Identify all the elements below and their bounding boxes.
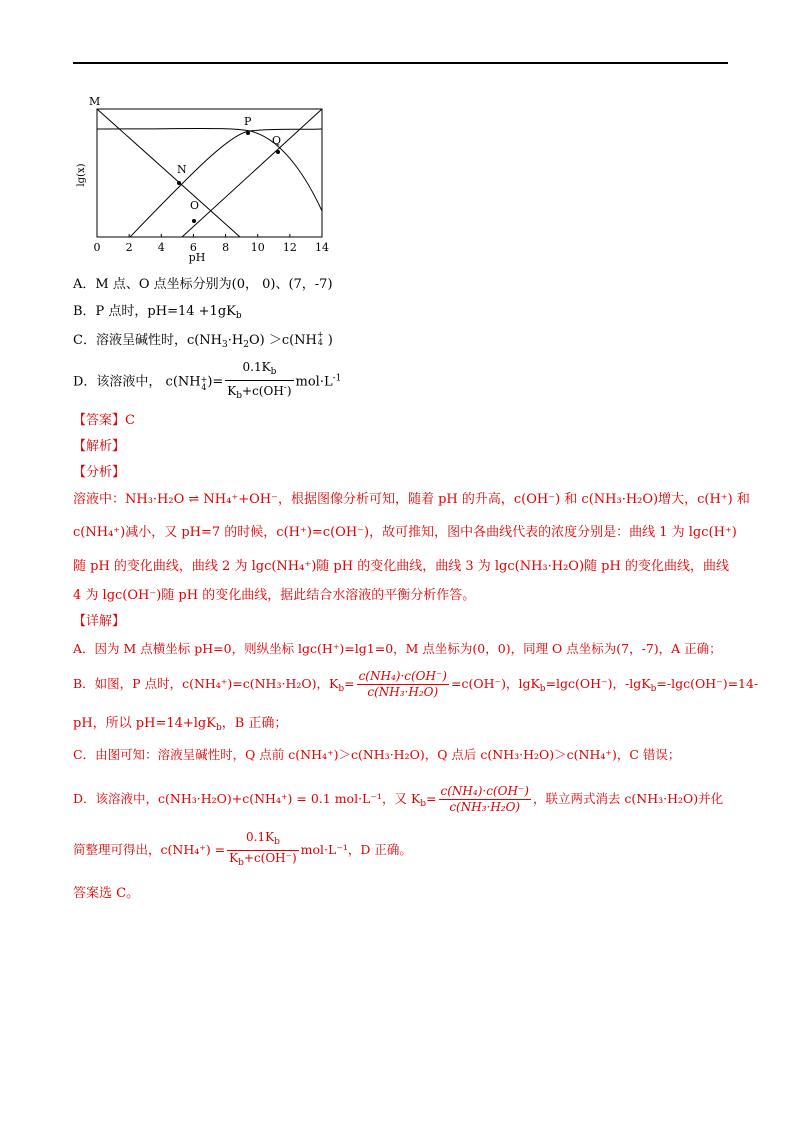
top-rule <box>73 62 728 64</box>
x-tick-label: 0 <box>93 241 101 254</box>
x-tick-label: 4 <box>157 241 165 254</box>
point-p-label: P <box>244 115 252 128</box>
detail-b-line2: pH，所以 pH=14+lgK$_b$，B 正确； <box>73 716 288 733</box>
detail-d2-fraction: $\frac{0.1K_b}{K_b+c(OH^-)}$ <box>229 830 297 868</box>
point-m-label: M <box>89 95 101 108</box>
analysis-line-1: 溶液中：NH₃·H₂O ⇌ NH₄⁺+OH⁻，根据图像分析可知，随着 pH 的升高，c(OH⁻) 和 c(NH₃·H₂O)增大，c(H⁺) 和 <box>73 492 750 507</box>
x-tick-label: 2 <box>125 241 133 254</box>
analysis-line-4: 4 为 lgc(OH⁻)随 pH 的变化曲线，据此结合水溶液的平衡分析作答。 <box>73 588 476 603</box>
xiangjie-heading: 【详解】 <box>73 614 126 629</box>
detail-b-fraction: $\frac{\text{c(NH₄)·c(OH⁻)}}{\text{c(NH₃·H₂O)}}$ <box>358 669 447 699</box>
x-tick-label: 10 <box>250 241 265 254</box>
option-d-fraction: $\frac{0.1K_b}{K_b+c(OH^-)}$ <box>227 360 292 401</box>
detail-d-fraction: $\frac{\text{c(NH₄)·c(OH⁻)}}{\text{c(NH₃·H₂O)}}$ <box>440 784 529 814</box>
point-o-label: O <box>190 199 200 212</box>
option-b: B．P 点时，$pH=14 +1gK_b$ <box>73 304 242 321</box>
curve-2-lgc-nh4 <box>97 129 322 212</box>
point-o-marker <box>192 219 196 223</box>
y-axis-label: lg(x) <box>76 163 87 187</box>
point-q-marker <box>276 150 280 154</box>
x-axis-label: pH <box>188 251 206 264</box>
x-tick-label: 6 <box>189 241 197 254</box>
x-tick-label: 12 <box>282 241 297 254</box>
answer-tag: 【答案】C <box>73 413 135 428</box>
fenxi-heading: 【分析】 <box>73 465 126 480</box>
jiexi-heading: 【解析】 <box>73 439 126 454</box>
detail-d-line2: 简整理可得出，c(NH₄⁺) = $\frac{0.1K_b}{K_b+c(OH^-)}$ mol·L⁻¹，D 正确。 <box>73 830 412 871</box>
point-q-label: Q <box>272 134 282 147</box>
detail-c: C．由图可知：溶液呈碱性时，Q 点前 c(NH₄⁺)＞c(NH₃·H₂O)，Q 点后 c(NH₃·H₂O)＞c(NH₄⁺)，C 错误； <box>73 747 681 762</box>
analysis-line-3: 随 pH 的变化曲线，曲线 2 为 lgc(NH₄⁺)随 pH 的变化曲线，曲线 3 为 lgc(NH₃·H₂O)随 pH 的变化曲线，曲线 <box>73 559 729 574</box>
point-n-marker <box>177 181 181 185</box>
x-tick-label: 8 <box>222 241 230 254</box>
analysis-line-2: c(NH₄⁺)减小，又 pH=7 的时候，c(H⁺)=c(OH⁻)，故可推知，图中各曲线代表的浓度分别是：曲线 1 为 lgc(H⁺) <box>73 525 737 540</box>
curve-3-lgc-nh3h2o <box>130 129 322 237</box>
point-p-marker <box>246 131 250 135</box>
option-d: D．该溶液中， c(NH + 4 )= $\frac{0.1K_b}{K_b+c(OH^-)}$ $mol\cdot L^{-1}$ <box>73 360 341 404</box>
detail-a: A．因为 M 点横坐标 pH=0，则纵坐标 lgc(H⁺)=lg1=0，M 点坐标为(0，0)，同理 O 点坐标为(7，-7)，A 正确； <box>73 641 722 656</box>
x-tick-label: 14 <box>315 241 329 254</box>
option-c: C．溶液呈碱性时，$c(NH_3\cdot H_2O) >c(NH$ + 4 ) <box>73 330 333 350</box>
option-a: A．M 点、O 点坐标分别为(0， 0)、(7，-7) <box>73 277 333 292</box>
detail-d: D．该溶液中，c(NH₃·H₂O)+c(NH₄⁺) = 0.1 mol·L⁻¹，又 $K_b=$ $\frac{\text{c(NH₄)·c(OH⁻)}}{\text{c(NH₃·H₂O)}}$ ，联立两式消去 c(NH₃·H₂O)并化 <box>73 784 724 814</box>
detail-b: B．如图，P 点时，c(NH₄⁺)=c(NH₃·H₂O)，$K_b=$ $\frac{\text{c(NH₄)·c(OH⁻)}}{\text{c(NH₃·H₂O)}}$ =c(OH⁻)，lgK$_b$=lgc(OH⁻)，-lgK$_b$=-lgc(OH⁻)=14- <box>73 669 759 699</box>
final-answer: 答案选 C。 <box>73 886 140 901</box>
point-n-label: N <box>177 163 187 176</box>
chart <box>70 95 340 270</box>
